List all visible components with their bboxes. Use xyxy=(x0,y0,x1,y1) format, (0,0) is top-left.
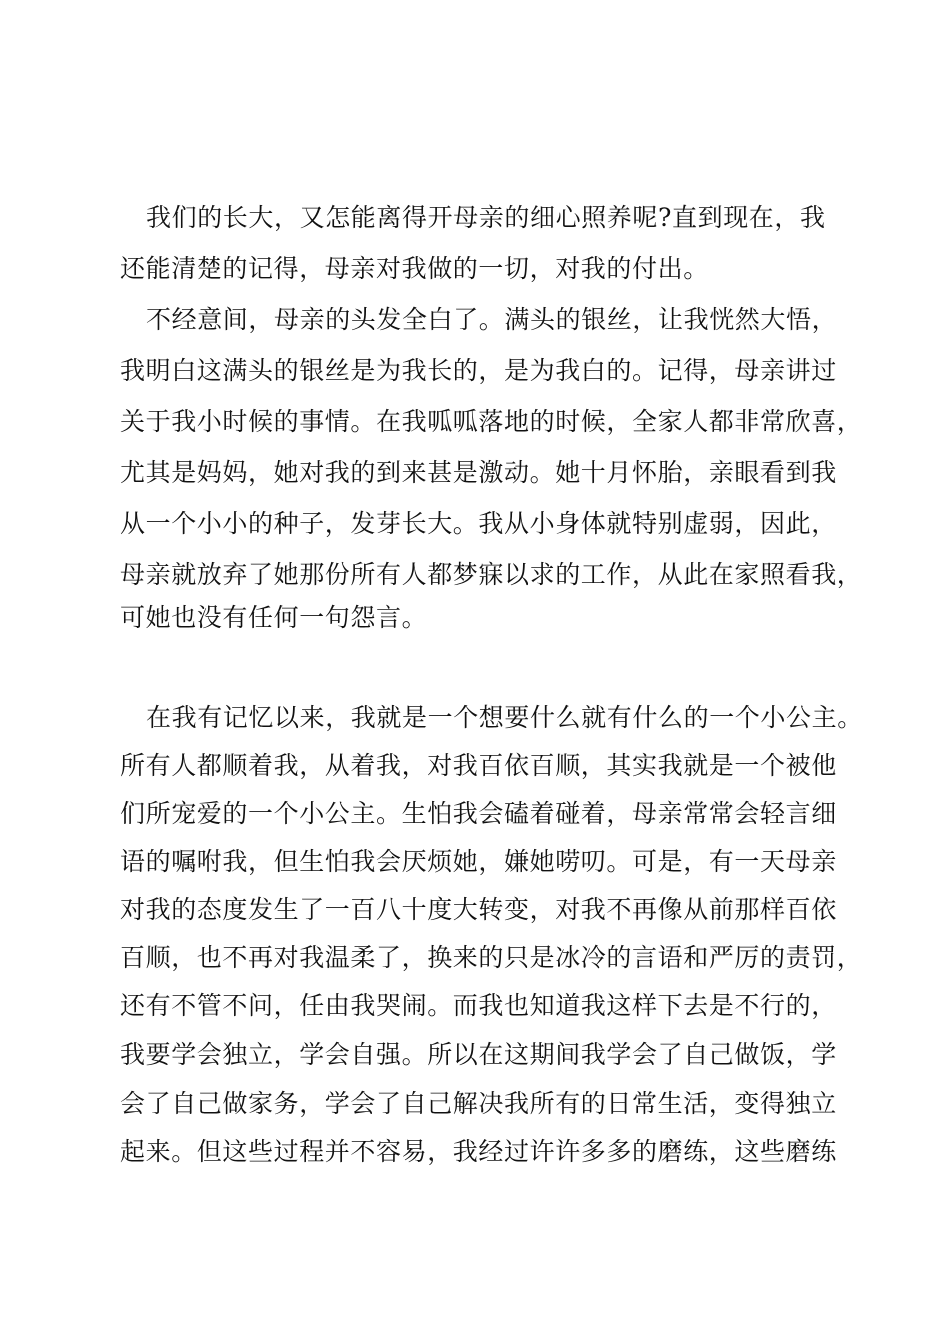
text-line: 会了自己做家务，学会了自己解决我所有的日常生活，变得独立 xyxy=(120,1089,837,1118)
text-line: 母亲就放弃了她那份所有人都梦寐以求的工作，从此在家照看我， xyxy=(120,560,863,589)
text-line: 还有不管不问，任由我哭闹。而我也知道我这样下去是不行的， xyxy=(120,991,837,1020)
text-line: 对我的态度发生了一百八十度大转变，对我不再像从前那样百依 xyxy=(120,895,837,924)
text-line: 在我有记忆以来，我就是一个想要什么就有什么的一个小公主。 xyxy=(146,703,863,732)
text-line: 可她也没有任何一句怨言。 xyxy=(120,603,428,632)
text-line: 语的嘱咐我，但生怕我会厌烦她，嫌她唠叨。可是，有一天母亲 xyxy=(120,847,837,876)
text-line: 们所宠爱的一个小公主。生怕我会磕着碰着，母亲常常会轻言细 xyxy=(120,799,837,828)
text-line: 我明白这满头的银丝是为我长的，是为我白的。记得，母亲讲过 xyxy=(120,356,837,385)
text-line: 尤其是妈妈，她对我的到来甚是激动。她十月怀胎，亲眼看到我 xyxy=(120,458,837,487)
text-line: 百顺，也不再对我温柔了，换来的只是冰冷的言语和严厉的责罚， xyxy=(120,943,863,972)
text-line: 不经意间，母亲的头发全白了。满头的银丝，让我恍然大悟， xyxy=(146,305,838,334)
text-line: 我要学会独立，学会自强。所以在这期间我学会了自己做饭，学 xyxy=(120,1040,837,1069)
text-line: 还能清楚的记得，母亲对我做的一切，对我的付出。 xyxy=(120,254,709,283)
text-line: 所有人都顺着我，从着我，对我百依百顺，其实我就是一个被他 xyxy=(120,751,837,780)
text-line: 从一个小小的种子，发芽长大。我从小身体就特别虚弱，因此， xyxy=(120,509,837,538)
text-line: 关于我小时候的事情。在我呱呱落地的时候，全家人都非常欣喜， xyxy=(120,407,863,436)
text-line: 起来。但这些过程并不容易，我经过许许多多的磨练，这些磨练 xyxy=(120,1137,837,1166)
text-line: 我们的长大，又怎能离得开母亲的细心照养呢?直到现在，我 xyxy=(146,203,826,232)
